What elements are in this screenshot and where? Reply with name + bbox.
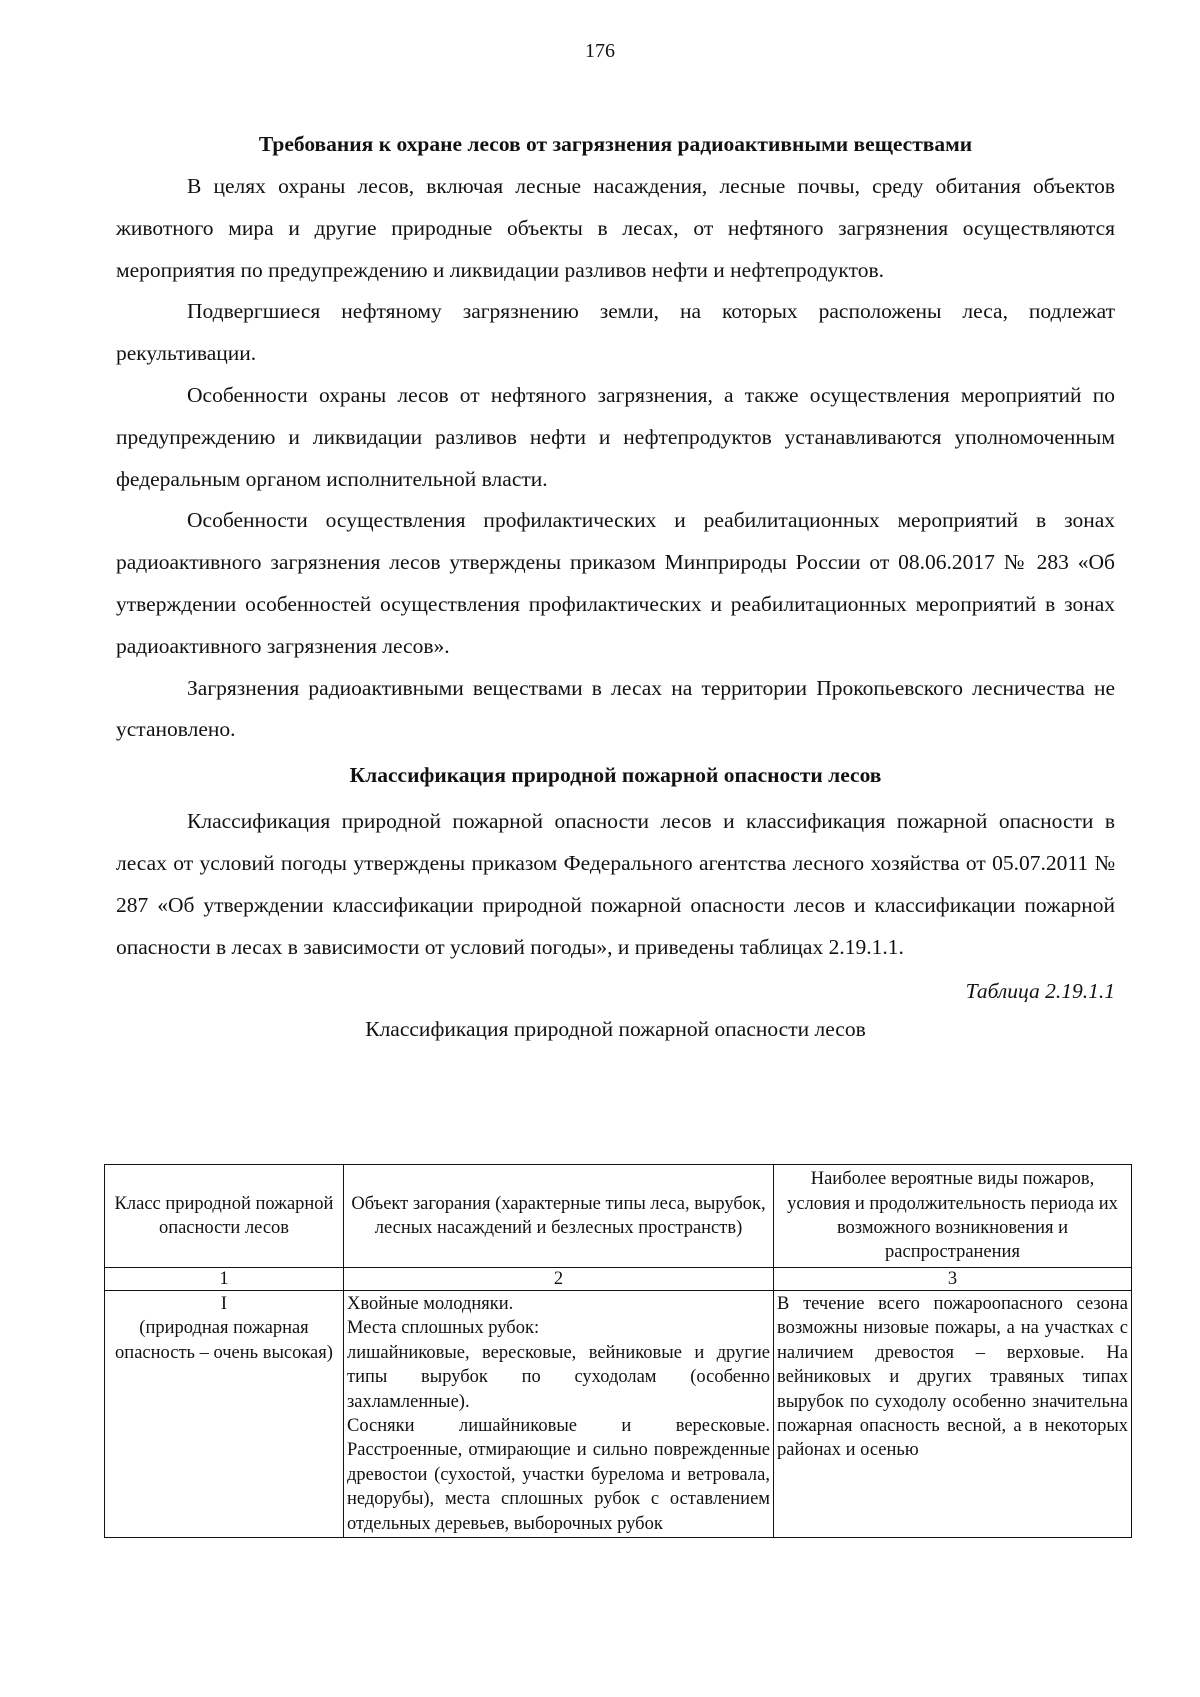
document-body: [116, 128, 1115, 1048]
paragraph: Подвергшиеся нефтяному загрязнению земли, на которых расположены леса, подлежат рекультивации.: [116, 299, 1115, 366]
table-header-row: [105, 1165, 1132, 1268]
paragraph: Загрязнения радиоактивными веществами в лесах на территории Прокопьевского лесничества не установлено.: [116, 675, 1115, 742]
object-line: Сосняки лишайниковые и вересковые. Расстроенные, отмирающие и сильно поврежденные древостои (сухостой, участки бурелома и ветровала, недорубы), места сплошных рубок с оставлением отдельных деревьев, выборочных рубок: [347, 1416, 770, 1534]
header-object: Объект загорания (характерные типы леса, вырубок, лесных насаждений и безлесных пространств): [344, 1165, 774, 1268]
cell-object: [344, 1291, 774, 1538]
class-description: (природная пожарная опасность – очень высокая): [115, 1318, 333, 1363]
header-class: Класс природной пожарной опасности лесов: [105, 1165, 344, 1268]
section-heading-radioactive: Требования к охране лесов от загрязнения радиоактивными веществами: [258, 132, 973, 156]
page-number: 176: [585, 40, 615, 62]
paragraph: Классификация природной пожарной опасности лесов и классификация пожарной опасности в лесах от условий погоды утверждены приказом Федерального агентства лесного хозяйства от 05.07.2011 № 287 «Об утверждении классификации природной пожарной опасности лесов и классификации пожарной опасности в лесах в зависимости от условий погоды», и приведены таблицах 2.19.1.1.: [116, 809, 1115, 959]
object-line: лишайниковые, вересковые, вейниковые и другие типы вырубок по суходолам (особенно захламленные).: [347, 1342, 770, 1412]
fire-danger-table: [104, 1164, 1132, 1538]
column-number: 1: [105, 1268, 344, 1291]
paragraph: Особенности охраны лесов от нефтяного загрязнения, а также осуществления мероприятий по предупреждению и ликвидации разливов нефти и нефтепродуктов устанавливаются уполномоченным федеральным органом исполнительной власти.: [116, 382, 1115, 491]
class-numeral: I: [220, 1294, 228, 1314]
object-line: Хвойные молодняки.: [347, 1294, 514, 1314]
cell-class: [105, 1291, 344, 1538]
table-title: Классификация природной пожарной опасности лесов: [365, 1017, 866, 1042]
paragraph: В целях охраны лесов, включая лесные насаждения, лесные почвы, среду обитания объектов животного мира и другие природные объекты в лесах, от нефтяного загрязнения осуществляются мероприятия по предупреждению и ликвидации разливов нефти и нефтепродуктов.: [116, 174, 1115, 282]
table-row: [105, 1291, 1132, 1538]
paragraph: Особенности осуществления профилактических и реабилитационных мероприятий в зонах радиоактивного загрязнения лесов утверждены приказом Минприроды России от 08.06.2017 № 283 «Об утверждении особенностей осуществления профилактических и реабилитационных мероприятий в зонах радиоактивного загрязнения лесов».: [116, 508, 1115, 658]
column-number: 3: [774, 1268, 1132, 1291]
object-line: Места сплошных рубок:: [347, 1318, 540, 1339]
cell-fire-types: В течение всего пожароопасного сезона возможны низовые пожары, а на участках с наличием древостоя – верховые. На вейниковых и других травяных типах вырубок по суходолу особенно значительна пожарная опасность весной, а в некоторых районах и осенью: [774, 1291, 1132, 1538]
column-number-row: [105, 1268, 1132, 1291]
section-heading-fire-danger: Классификация природной пожарной опасности лесов: [349, 763, 882, 788]
table-label: Таблица 2.19.1.1: [965, 979, 1115, 1004]
header-fire-types: Наиболее вероятные виды пожаров, условия и продолжительность периода их возможного возникновения и распространения: [774, 1165, 1132, 1268]
column-number: 2: [344, 1268, 774, 1291]
